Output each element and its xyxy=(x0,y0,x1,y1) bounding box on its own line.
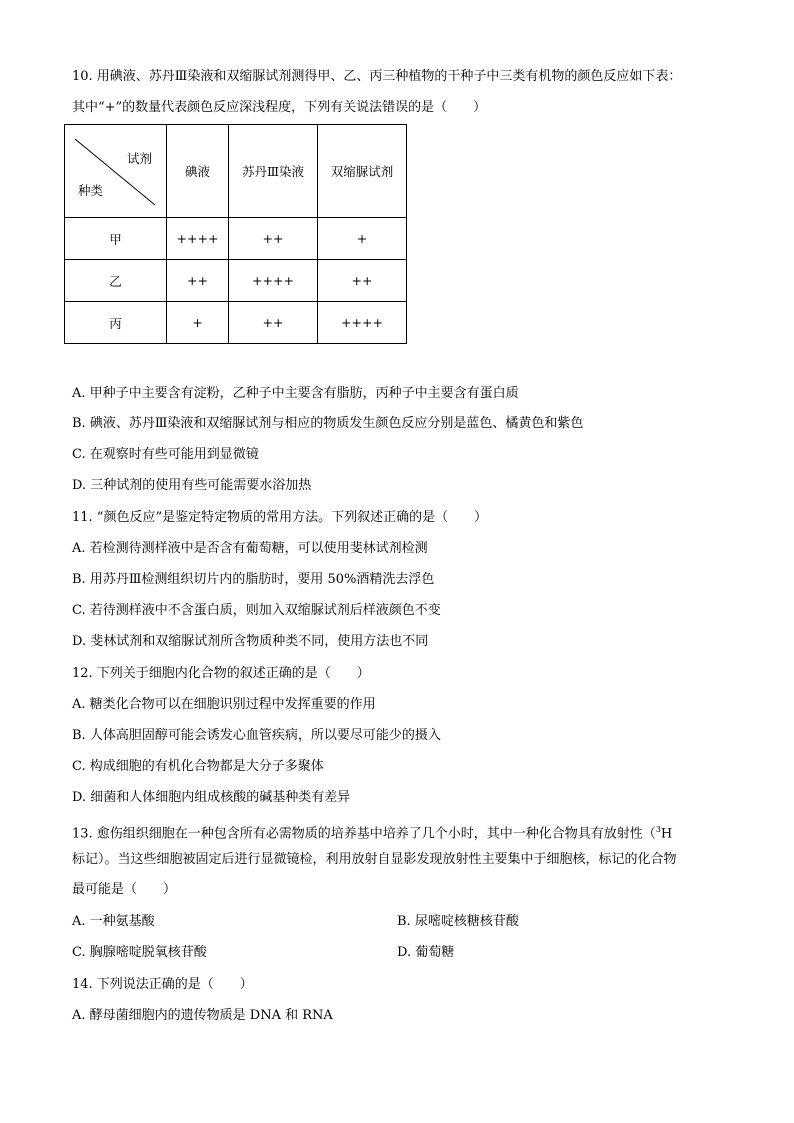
q11-option-b: B. 用苏丹Ⅲ检测组织切片内的脂肪时，要用 50%酒精洗去浮色 xyxy=(72,572,435,587)
q10-stem-line1: 10. 用碘液、苏丹Ⅲ染液和双缩脲试剂测得甲、乙、丙三种植物的干种子中三类有机物的颜色反应如下表： xyxy=(72,69,682,84)
q10-stem-line2: 其中“+”的数量代表颜色反应深浅程度，下列有关说法错误的是（ ） xyxy=(72,100,487,115)
table-row xyxy=(65,302,407,344)
q13-stem-line1 xyxy=(72,820,672,844)
q13-option-b: B. 尿嘧啶核糖核苷酸 xyxy=(397,914,519,929)
table-row-label: 甲 xyxy=(65,218,167,260)
table-row xyxy=(65,218,407,260)
q10-option-c: C. 在观察时有些可能用到显微镜 xyxy=(72,447,259,462)
q12-option-c: C. 构成细胞的有机化合物都是大分子多聚体 xyxy=(72,759,324,774)
isotope-symbol: H xyxy=(660,826,673,842)
table-cell: + xyxy=(167,302,229,344)
reaction-table xyxy=(64,124,407,344)
q13-stem-line3: 最可能是（ ） xyxy=(72,882,177,897)
table-cell: ++ xyxy=(167,260,229,302)
q11-option-c: C. 若待测样液中不含蛋白质，则加入双缩脲试剂后样液颜色不变 xyxy=(72,603,441,618)
q13-stem-line1-text: 13. 愈伤组织细胞在一种包含所有必需物质的培养基中培养了几个小时，其中一种化合物具有放射性（ xyxy=(72,826,656,842)
q13-option-a: A. 一种氨基酸 xyxy=(72,914,155,929)
q10-option-b: B. 碘液、苏丹Ⅲ染液和双缩脲试剂与相应的物质发生颜色反应分别是蓝色、橘黄色和紫色 xyxy=(72,416,584,431)
table-header-cell: 碘液 xyxy=(167,125,229,218)
q12-option-d: D. 细菌和人体细胞内组成核酸的碱基种类有差异 xyxy=(72,790,351,805)
q11-stem: 11. “颜色反应”是鉴定特定物质的常用方法。下列叙述正确的是（ ） xyxy=(72,510,488,525)
table-cell: ++ xyxy=(318,260,407,302)
corner-label-reagent: 试剂 xyxy=(126,151,152,166)
table-row-label: 丙 xyxy=(65,302,167,344)
q11-option-a: A. 若检测待测样液中是否含有葡萄糖，可以使用斐林试剂检测 xyxy=(72,541,428,556)
q12-option-a: A. 糖类化合物可以在细胞识别过程中发挥重要的作用 xyxy=(72,697,376,712)
corner-label-species: 种类 xyxy=(78,183,104,198)
q14-option-a: A. 酵母菌细胞内的遗传物质是 DNA 和 RNA xyxy=(72,1008,333,1023)
q10-option-a: A. 甲种子中主要含有淀粉，乙种子中主要含有脂肪，丙种子中主要含有蛋白质 xyxy=(72,386,519,401)
table-cell: + xyxy=(318,218,407,260)
q11-option-d: D. 斐林试剂和双缩脲试剂所含物质种类不同，使用方法也不同 xyxy=(72,634,429,649)
isotope-superscript: 3 xyxy=(655,825,661,834)
q12-option-b: B. 人体高胆固醇可能会诱发心血管疾病，所以要尽可能少的摄入 xyxy=(72,728,441,743)
table-cell: ++++ xyxy=(229,260,318,302)
q12-stem: 12. 下列关于细胞内化合物的叙述正确的是（ ） xyxy=(72,666,370,681)
table-header-cell: 苏丹Ⅲ染液 xyxy=(229,125,318,218)
table-cell: ++ xyxy=(229,218,318,260)
diagonal-line xyxy=(65,125,166,217)
table-cell: ++ xyxy=(229,302,318,344)
q10-option-d: D. 三种试剂的使用有些可能需要水浴加热 xyxy=(72,478,312,493)
table-cell: ++++ xyxy=(167,218,229,260)
q14-stem: 14. 下列说法正确的是（ ） xyxy=(72,977,253,992)
q13-stem-line2: 标记）。当这些细胞被固定后进行显微镜检，利用放射自显影发现放射性主要集中于细胞核，标记的化合物 xyxy=(72,852,677,867)
q13-option-d: D. 葡萄糖 xyxy=(397,945,455,960)
table-row xyxy=(65,260,407,302)
table-corner-cell xyxy=(65,125,167,218)
q13-option-c: C. 胸腺嘧啶脱氧核苷酸 xyxy=(72,945,207,960)
table-header-cell: 双缩脲试剂 xyxy=(318,125,407,218)
table-row-label: 乙 xyxy=(65,260,167,302)
table-cell: ++++ xyxy=(318,302,407,344)
